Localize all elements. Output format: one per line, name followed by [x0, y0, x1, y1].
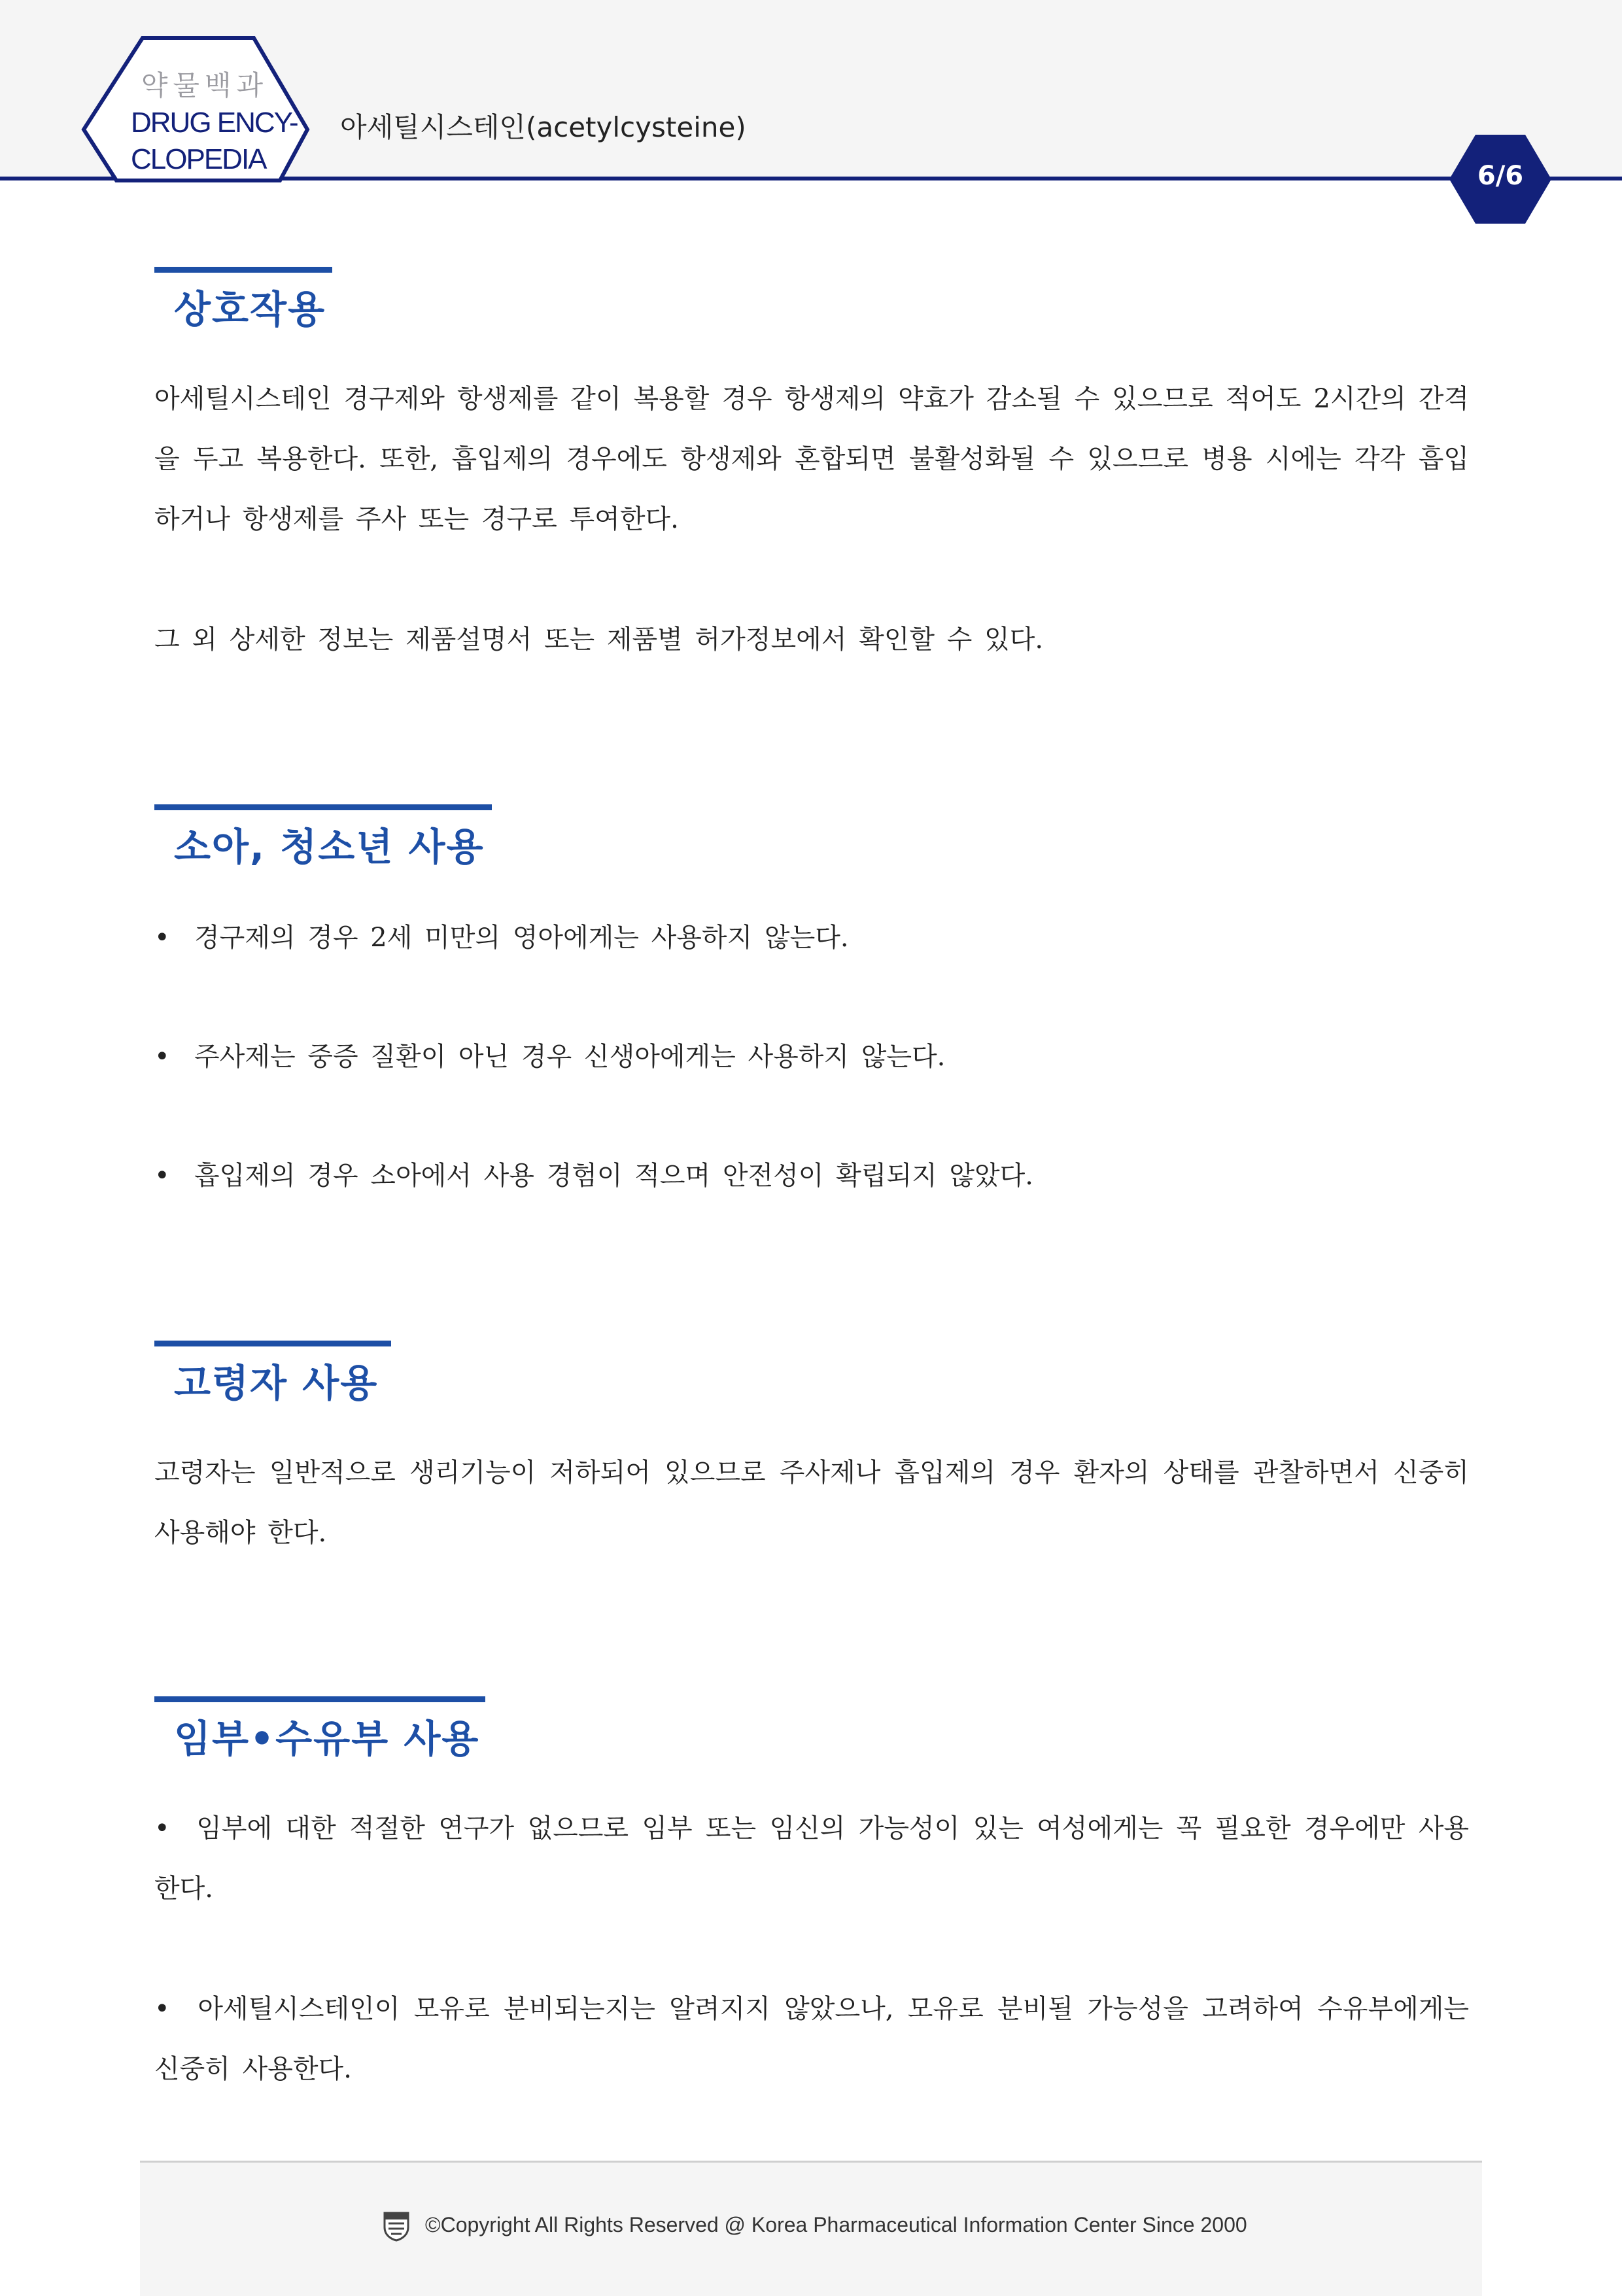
section-bar: [154, 1341, 391, 1346]
footer-copyright: ©Copyright All Rights Reserved @ Korea Pharmaceutical Information Center Since 2000: [425, 2213, 1247, 2236]
section-title: 고령자 사용: [174, 1361, 379, 1405]
interactions-paragraph-1: 아세틸시스테인 경구제와 항생제를 같이 복용할 경우 항생제의 약효가 감소될 수 있으므로 적어도 2시간의 간격을 두고 복용한다. 또한, 흡입제의 경우에도 항생제와 혼합되면 불활성화될 수 있으므로 병용 시에는 각각 흡입하거나 항생제를 주사 또는 경구로 투여한다.: [154, 384, 1469, 534]
elderly-paragraph: 고령자는 일반적으로 생리기능이 저하되어 있으므로 주사제나 흡입제의 경우 환자의 상태를 관찰하면서 신중히 사용해야 한다.: [154, 1458, 1469, 1548]
bullet-text: 흡입제의 경우 소아에서 사용 경험이 적으며 안전성이 확립되지 않았다.: [194, 1161, 1034, 1191]
pediatric-bullet-1: [154, 908, 1469, 968]
pediatric-bullet-3: [154, 1146, 1469, 1206]
bullet-marker: •: [154, 1042, 170, 1072]
section-title: 소아, 청소년 사용: [174, 825, 485, 869]
brand-english-line2: CLOPEDIA: [131, 143, 266, 175]
bullet-marker: •: [154, 1994, 170, 2024]
section-pediatric: [154, 804, 1469, 873]
bullet-marker: •: [154, 1813, 170, 1843]
section-title: 임부•수유부 사용: [174, 1717, 480, 1761]
brand-english: [131, 105, 301, 178]
section-title: 상호작용: [174, 287, 326, 332]
brand-english-line1: DRUG ENCY-: [131, 107, 298, 139]
bullet-marker: •: [154, 1161, 170, 1191]
pediatric-bullet-2: [154, 1027, 1469, 1087]
bullet-text: 임부에 대한 적절한 연구가 없으므로 임부 또는 임신의 가능성이 있는 여성에게는 꼭 필요한 경우에만 사용한다.: [154, 1813, 1469, 1904]
section-bar: [154, 267, 332, 273]
bullet-marker: •: [154, 923, 170, 953]
section-bar: [154, 1696, 485, 1702]
brand-korean: 약물백과: [141, 69, 269, 101]
section-interactions: [154, 267, 1469, 335]
document-title: 아세틸시스테인(acetylcysteine): [340, 111, 746, 143]
bullet-text: 주사제는 중증 질환이 아닌 경우 신생아에게는 사용하지 않는다.: [194, 1042, 946, 1072]
bullet-text: 경구제의 경우 2세 미만의 영아에게는 사용하지 않는다.: [194, 923, 849, 953]
kpic-shield-icon: [382, 2210, 411, 2242]
section-elderly: [154, 1341, 1469, 1409]
section-pregnancy: [154, 1696, 1469, 1765]
page-number: 6/6: [1477, 161, 1524, 191]
pregnancy-bullet-2: [154, 1979, 1469, 2099]
pregnancy-bullet-1: [154, 1798, 1469, 1919]
section-bar: [154, 804, 492, 810]
interactions-paragraph-2: 그 외 상세한 정보는 제품설명서 또는 제품별 허가정보에서 확인할 수 있다.: [154, 625, 1044, 655]
bullet-text: 아세틸시스테인이 모유로 분비되는지는 알려지지 않았으나, 모유로 분비될 가능성을 고려하여 수유부에게는 신중히 사용한다.: [154, 1994, 1469, 2084]
